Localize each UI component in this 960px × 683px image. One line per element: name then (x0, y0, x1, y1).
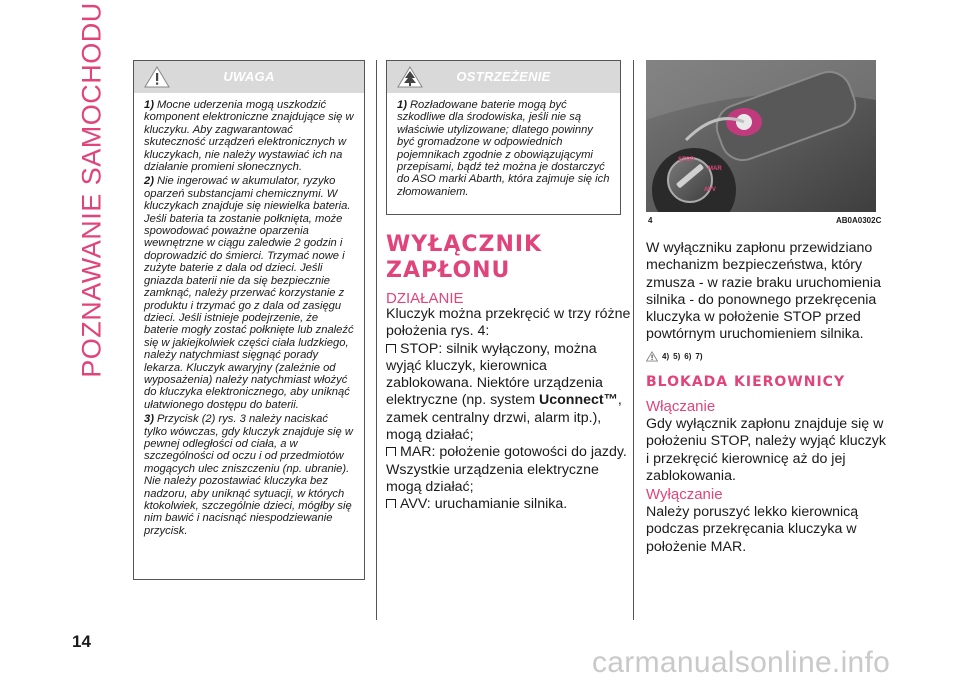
bullet-icon (386, 344, 396, 353)
uwaga-notice-box (133, 60, 365, 580)
ref-marker: 6) (684, 352, 692, 361)
section-heading-steering-lock: BLOKADA KIEROWNICY (646, 374, 846, 390)
ostrzezenie-notice-box (386, 60, 621, 215)
avv-position-item: AVV: uruchamianie silnika. (386, 496, 631, 513)
disengage-paragraph: Należy poruszyć lekko kierownicą podczas przekręcania kluczyka w położenie MAR. (646, 504, 859, 555)
uconnect-brand: Uconnect™ (538, 392, 618, 409)
bullet-icon (386, 499, 396, 508)
ref-marker: 4) (662, 352, 670, 361)
ref-marker: 7) (695, 352, 703, 361)
ostrzezenie-item: 1) Rozładowane baterie mogą być szkodliwe dla środowiska, jeśli nie są właściwie utylizowane; dlatego powinny być gromadzone w odpowiednich pojemnikach zgodnie z obowiązującymi przepisami, bądź też można je dostarczyć do ASO marki Abarth, która zajmuje się ich złomowaniem. (397, 99, 610, 198)
ostrzezenie-title: OSTRZEŻENIE (456, 69, 551, 84)
safety-mechanism-paragraph: W wyłączniku zapłonu przewidziano mechanizm bezpieczeństwa, który zmusza - w razie braku uruchomienia silnika - do ponownego przekręcenia kluczyka w położenie STOP przed powtórnym uruchomieniem silnika. (646, 240, 881, 343)
figure-label-avv: AVV (704, 187, 716, 193)
subheading-operation: DZIAŁANIE (386, 290, 464, 307)
uwaga-item: 3) Przycisk (2) rys. 3 należy naciskać tylko wówczas, gdy kluczyk znajduje się w pewnej odległości od ciała, a w szczególności od oczu i od przedmiotów mogących ulec zniszczeniu (np. ubranie). Nie należy pozostawiać kluczyka bez nadzoru, aby uniknąć sytuacji, w których ktokolwiek, szczególnie dzieci, mógłby się nim bawić i nacisnąć niespodziewanie przycisk. (144, 413, 353, 537)
side-chapter-title (72, 2, 112, 378)
uwaga-header (134, 61, 364, 93)
figure-number: 4 (648, 216, 653, 225)
site-watermark: carmanualsonline.info (592, 646, 891, 679)
column-divider (376, 60, 377, 620)
ignition-body-text (386, 306, 631, 514)
page-number: 14 (72, 632, 91, 651)
stop-position-item: STOP: silnik wyłączony, można wyjąć kluczyk, kierownica zablokowana. Niektóre urządzenia elektryczne (np. system Uconnect™, zamek centralny drzwi, alarm itp.), mogą działać; (386, 340, 622, 444)
uwaga-item: 2) Nie ingerować w akumulator, ryzyko oparzeń substancjami chemicznymi. W kluczykach znajduje się niewielka bateria. Jeśli bateria ta zostanie połknięta, może spowodować poważne oparzenia wewnętrzne w ciągu zaledwie 2 godzin i doprowadzić do śmierci. Trzymać nowe i zużyte baterie z dala od dzieci. Jeśli gniazda baterii nie da się bezpiecznie zamknąć, należy przerwać korzystanie z produktu i trzymać go z dala od zasięgu dzieci. Jeśli istnieje podejrzenie, że baterie mogły zostać połknięte lub znaleźć się w jakiejkolwiek części ciała ludzkiego, należy natychmiast sięgnąć porady lekarza. Kluczyk awaryjny (zależnie od wyposażenia) należy natychmiast włożyć do kluczyka elektronicznego, aby uniknąć ułatwionego dostępu do baterii. (144, 175, 354, 411)
subheading-disengage: Wyłączanie (646, 486, 723, 503)
ostrzezenie-header (387, 61, 620, 93)
warning-triangle-icon (646, 351, 658, 362)
side-chapter-title-text: POZNAWANIE SAMOCHODU (76, 2, 107, 378)
figure-label-stop: STOP (678, 157, 695, 163)
column-divider (633, 60, 634, 620)
figure-code: AB0A0302C (836, 216, 882, 225)
bullet-icon (386, 447, 396, 456)
mar-position-item: MAR: położenie gotowości do jazdy. Wszystkie urządzenia elektryczne mogą działać; (386, 444, 627, 495)
section-heading-ignition: WYŁĄCZNIK ZAPŁONU (386, 232, 543, 283)
subheading-engage: Włączanie (646, 398, 716, 415)
uwaga-item: 1) Mocne uderzenia mogą uszkodzić komponent elektroniczne znajdujące się w kluczyku. Aby zagwarantować skuteczność urządzeń elektronicznych w kluczykach, nie należy wystawiać ich na działanie promieni słonecznych. (144, 99, 354, 174)
ref-marker: 5) (673, 352, 681, 361)
intro-paragraph: Kluczyk można przekręcić w trzy różne położenia rys. 4: (386, 306, 631, 340)
ignition-key-photo (646, 60, 876, 212)
engage-paragraph: Gdy wyłącznik zapłonu znajduje się w położeniu STOP, należy wyjąć kluczyk i przekręcić kierownicę aż do jej zablokowania. (646, 416, 886, 484)
reference-markers (646, 351, 703, 362)
uwaga-title: UWAGA (223, 69, 275, 84)
figure-label-mar: MAR (708, 166, 722, 172)
